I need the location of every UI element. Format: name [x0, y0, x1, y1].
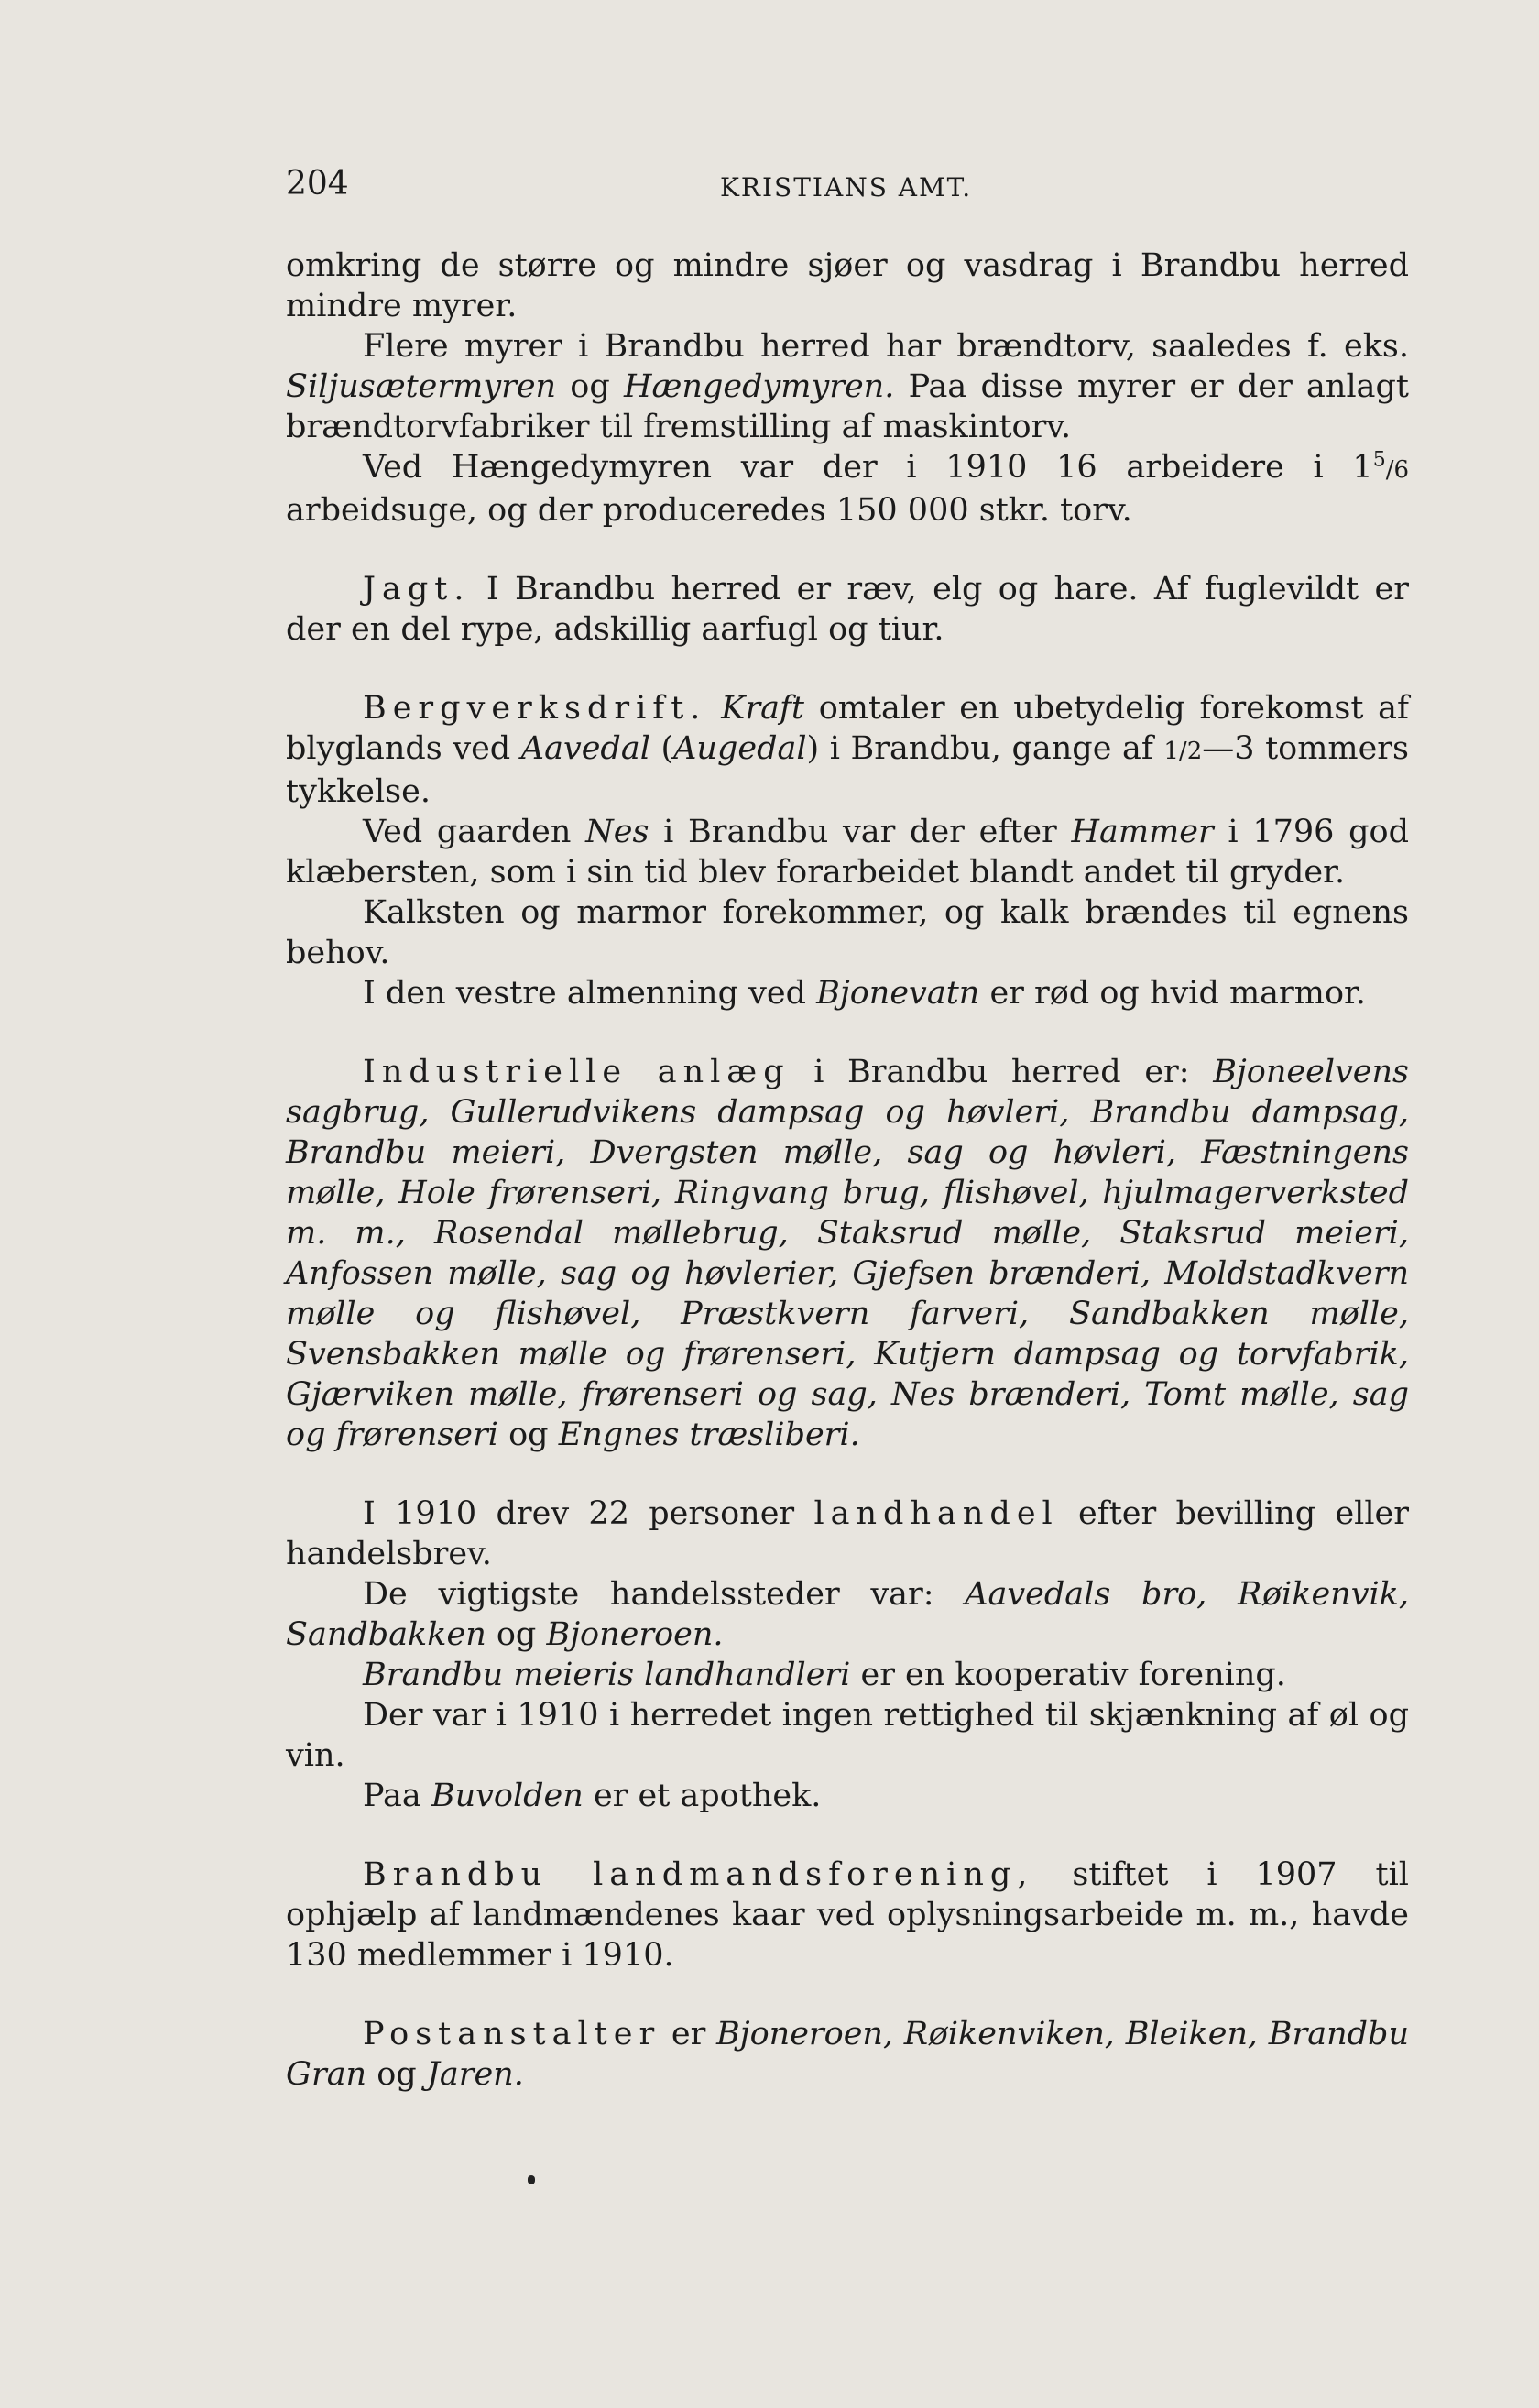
paragraph-bergverksdrift: Bergverksdrift. Kraft omtaler en ubetydelig forekomst af blyglands ved Aavedal (Augedal) i Brandbu, gange af 1/2—3 tommers tykkelse. [286, 690, 1410, 810]
paragraph-2: Flere myrer i Brandbu herred har brændtorv, saaledes f. eks. Siljusætermyren og Hængedymyren. Paa disse myrer er der anlagt brændtorvfabriker til fremstilling af maskintorv. [286, 328, 1409, 445]
paragraph-14: Paa Buvolden er et apothek. [363, 1778, 822, 1814]
paragraph-6: Ved gaarden Nes i Brandbu var der efter Hammer i 1796 god klæbersten, som i sin tid blev forarbeidet blandt andet til gryder. [286, 814, 1409, 891]
paragraph-industrielle: Industrielle anlæg i Brandbu herred er: Bjoneelvens sagbrug, Gullerudvikens dampsag og høvleri, Brandbu dampsag, Brandbu meieri, Dvergsten mølle, sag og høvleri, Fæstningens mølle, Hole frørenseri, Ringvang brug, flishøvel, hjulmagerverksted m. m., Rosendal møllebrug, Staksrud mølle, Staksrud meieri, Anfossen mølle, sag og høvlerier, Gjefsen brænderi, Moldstadkvern mølle og flishøvel, Præstkvern farveri, Sandbakken mølle, Svensbakken mølle og frørenseri, Kutjern dampsag og torvfabrik, Gjærviken mølle, frørenseri og sag, Nes brænderi, Tomt mølle, sag og frørenseri og Engnes træsliberi. [286, 1054, 1409, 1453]
ink-dot [528, 2175, 535, 2184]
section-heading: Jagt. [363, 571, 471, 607]
section-heading: Postanstalter [363, 2016, 661, 2052]
paragraph-12: Brandbu meieris landhandleri er en kooperativ forening. [363, 1657, 1286, 1693]
paragraph-3: Ved Hængedymyren var der i 1910 16 arbeidere i $1^5/6$ arbeidsuge, og der produceredes 150 000 stkr. torv. [286, 448, 1409, 529]
section-heading: Bergverksdrift. [363, 690, 707, 727]
paragraph-jagt: Jagt. I Brandbu herred er ræv, elg og hare. Af fuglevildt er der en del rype, adskillig aarfugl og tiur. [286, 571, 1409, 648]
section-heading: Industrielle anlæg [363, 1054, 791, 1090]
paragraph-1: omkring de større og mindre sjøer og vasdrag i Brandbu herred mindre myrer. [286, 247, 1409, 324]
paragraph-8: I den vestre almenning ved Bjonevatn er rød og hvid marmor. [363, 975, 1367, 1012]
paragraph-landhandel: I 1910 drev 22 personer landhandel efter bevilling eller handelsbrev. [286, 1495, 1409, 1572]
page-header [286, 165, 1409, 211]
paragraph-landmandsforening: Brandbu landmandsforening, stiftet i 1907 til ophjælp af landmændenes kaar ved oplysningsarbeide m. m., havde 130 medlemmer i 1910. [286, 1856, 1409, 1974]
paragraph-11: De vigtigste handelssteder var: Aavedals bro, Røikenvik, Sandbakken og Bjoneroen. [286, 1576, 1410, 1653]
section-heading: Brandbu landmandsforening, [363, 1856, 1034, 1893]
paragraph-13: Der var i 1910 i herredet ingen rettighed til skjænkning af øl og vin. [286, 1697, 1409, 1774]
running-title: KRISTIANS AMT. [720, 172, 973, 202]
page-number: 204 [286, 165, 349, 202]
paragraph-7: Kalksten og marmor forekommer, og kalk brændes til egnens behov. [286, 894, 1409, 971]
paragraph-postanstalter: Postanstalter er Bjoneroen, Røikenviken, Bleiken, Brandbu Gran og Jaren. [286, 2016, 1409, 2093]
page-body [286, 246, 1409, 2095]
